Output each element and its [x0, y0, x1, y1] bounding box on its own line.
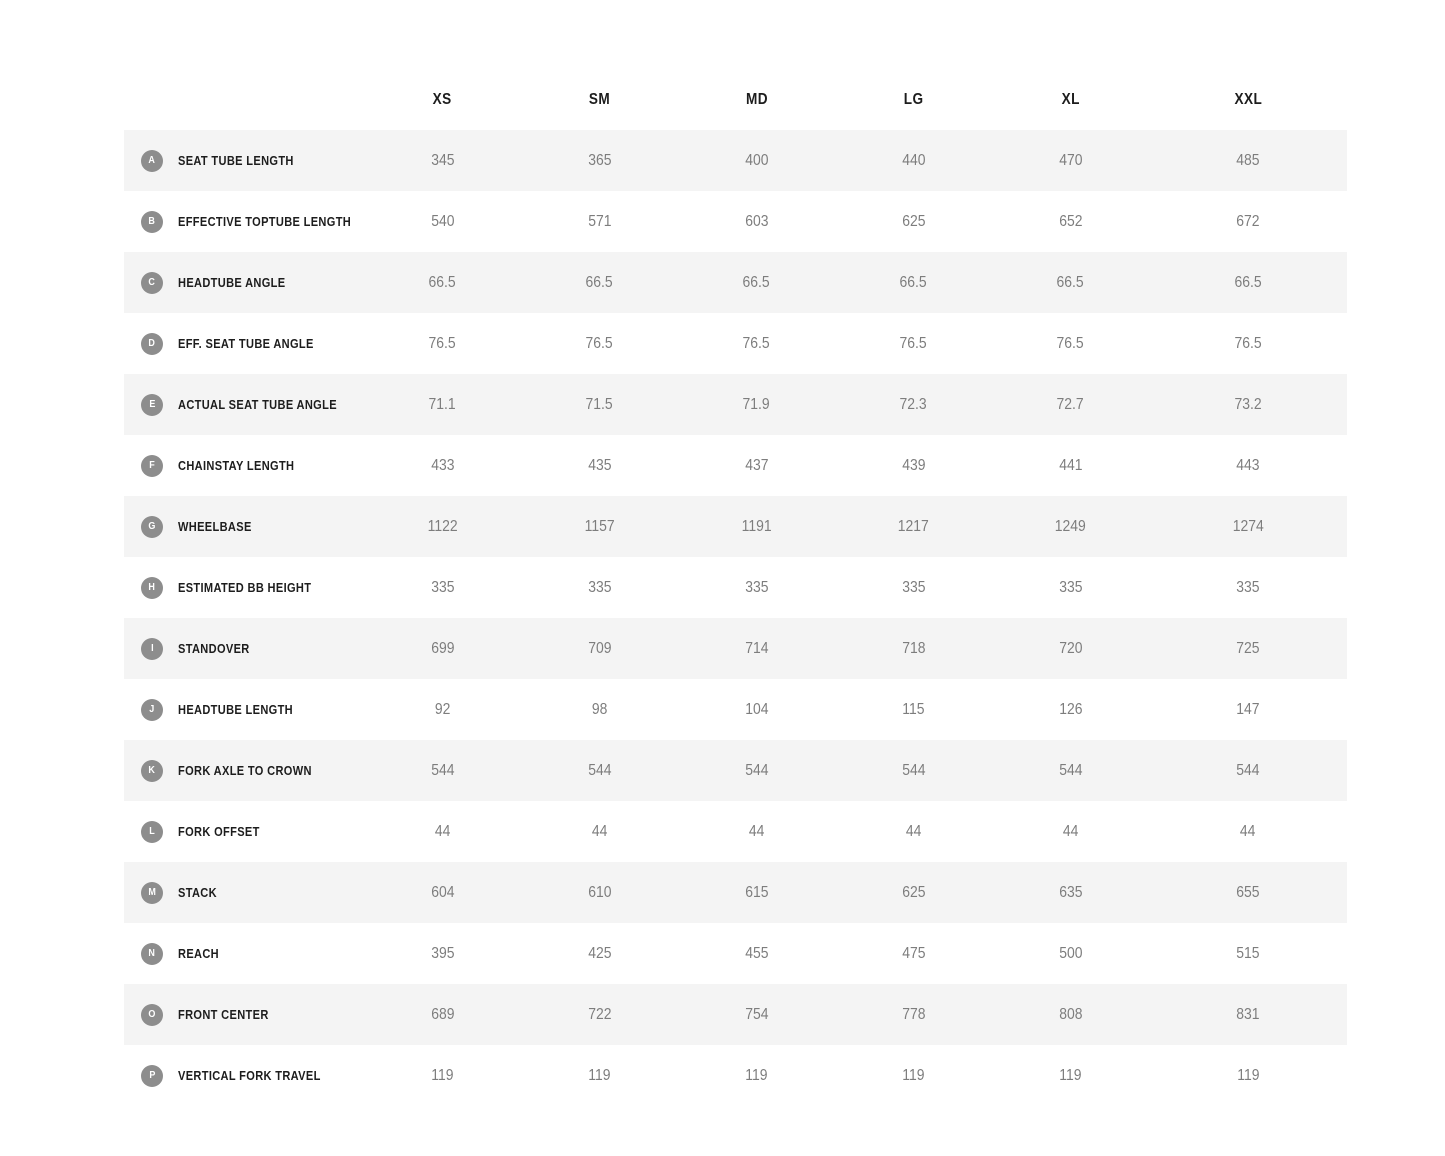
spec-value: 119 [745, 1066, 768, 1084]
spec-value: 540 [430, 212, 455, 230]
row-letter: H [148, 582, 156, 593]
spec-value: 433 [430, 456, 455, 474]
spec-value: 725 [1236, 639, 1260, 657]
spec-value-cell [992, 152, 1149, 170]
spec-value-cell [364, 640, 521, 658]
spec-value-cell [835, 396, 992, 414]
size-column-header-lg [835, 91, 992, 109]
spec-value-cell [678, 823, 835, 841]
spec-row [124, 496, 1347, 557]
spec-value-cell [678, 213, 835, 231]
spec-value-cell [521, 457, 678, 475]
spec-value-cell [364, 396, 521, 414]
spec-value: 655 [1236, 883, 1260, 901]
spec-value-cell [521, 213, 678, 231]
spec-value-cell [678, 457, 835, 475]
row-letter-badge [141, 1004, 163, 1026]
size-column-header-xs [364, 91, 521, 109]
spec-value: 455 [744, 944, 769, 962]
size-label: XS [433, 91, 452, 108]
spec-value-cell [521, 1067, 678, 1085]
spec-value-cell [1149, 396, 1347, 414]
spec-value-cell [1149, 762, 1347, 780]
spec-value-cell [1149, 457, 1347, 475]
spec-value-cell [521, 274, 678, 292]
row-letter: B [148, 216, 156, 227]
spec-value-cell [521, 884, 678, 902]
row-letter-badge [141, 333, 163, 355]
spec-label-cell [124, 516, 364, 538]
spec-value: 72.7 [1056, 395, 1085, 413]
spec-label-cell [124, 882, 364, 904]
row-letter-badge [141, 882, 163, 904]
spec-value-cell [835, 823, 992, 841]
spec-value: 831 [1236, 1005, 1260, 1023]
spec-label-cell [124, 760, 364, 782]
row-letter: G [148, 521, 156, 532]
spec-value-cell [521, 579, 678, 597]
row-letter: C [148, 277, 156, 288]
spec-value-cell [835, 762, 992, 780]
spec-value: 76.5 [1056, 334, 1085, 352]
spec-value: 672 [1236, 212, 1260, 230]
row-letter-badge [141, 943, 163, 965]
spec-value: 571 [587, 212, 612, 230]
row-letter-badge [141, 394, 163, 416]
spec-value-cell [992, 701, 1149, 719]
spec-value: 335 [744, 578, 769, 596]
spec-value-cell [1149, 945, 1347, 963]
spec-row [124, 374, 1347, 435]
row-letter-badge [141, 638, 163, 660]
spec-value: 515 [1236, 944, 1260, 962]
spec-value: 689 [430, 1005, 455, 1023]
spec-value: 699 [430, 639, 455, 657]
spec-label-cell [124, 272, 364, 294]
row-letter: O [148, 1009, 156, 1020]
spec-value-cell [1149, 823, 1347, 841]
spec-value: 44 [748, 822, 765, 840]
spec-row [124, 862, 1347, 923]
spec-value: 604 [430, 883, 455, 901]
spec-label: EFF. SEAT TUBE ANGLE [178, 336, 314, 351]
spec-value: 1249 [1054, 517, 1087, 535]
spec-value-cell [521, 945, 678, 963]
row-letter: K [148, 765, 156, 776]
spec-row [124, 557, 1347, 618]
spec-label-cell [124, 638, 364, 660]
row-letter: N [148, 948, 156, 959]
spec-label: FORK OFFSET [178, 824, 260, 839]
spec-value: 147 [1236, 700, 1260, 718]
spec-value: 485 [1236, 151, 1260, 169]
spec-value: 1157 [584, 517, 615, 535]
spec-value-cell [992, 396, 1149, 414]
spec-value: 544 [430, 761, 455, 779]
row-letter-badge [141, 577, 163, 599]
spec-label-cell [124, 211, 364, 233]
spec-value: 544 [901, 761, 926, 779]
spec-value: 400 [744, 151, 769, 169]
spec-value-cell [678, 884, 835, 902]
spec-value-cell [1149, 274, 1347, 292]
spec-value-cell [835, 152, 992, 170]
size-column-header-xxl [1149, 91, 1347, 109]
spec-value-cell [992, 579, 1149, 597]
spec-label-cell [124, 455, 364, 477]
spec-value: 76.5 [1234, 334, 1262, 352]
spec-value: 76.5 [428, 334, 457, 352]
spec-value-cell [364, 152, 521, 170]
row-letter-badge [141, 821, 163, 843]
spec-value: 66.5 [742, 273, 771, 291]
spec-row [124, 984, 1347, 1045]
spec-value-cell [992, 1006, 1149, 1024]
spec-value-cell [835, 1067, 992, 1085]
spec-value: 435 [587, 456, 612, 474]
spec-value: 365 [587, 151, 612, 169]
spec-value-cell [835, 213, 992, 231]
row-letter-badge [141, 455, 163, 477]
spec-value-cell [1149, 335, 1347, 353]
spec-value: 625 [901, 883, 926, 901]
spec-value-cell [992, 945, 1149, 963]
spec-value-cell [678, 701, 835, 719]
spec-value-cell [1149, 701, 1347, 719]
row-letter: L [149, 826, 155, 837]
spec-label-cell [124, 821, 364, 843]
spec-value-cell [835, 640, 992, 658]
spec-value: 71.5 [585, 395, 614, 413]
spec-label: VERTICAL FORK TRAVEL [178, 1068, 321, 1083]
row-letter: A [148, 155, 156, 166]
spec-value-cell [835, 701, 992, 719]
spec-value: 500 [1058, 944, 1083, 962]
spec-value: 603 [744, 212, 769, 230]
spec-value: 66.5 [585, 273, 614, 291]
spec-value: 44 [434, 822, 451, 840]
size-label: SM [588, 91, 611, 108]
spec-row [124, 618, 1347, 679]
size-column-header-xl [992, 91, 1149, 109]
spec-value: 115 [902, 700, 925, 718]
geometry-table-body [124, 130, 1347, 1106]
spec-value: 76.5 [742, 334, 771, 352]
spec-value-cell [521, 152, 678, 170]
spec-value-cell [678, 518, 835, 536]
spec-value-cell [835, 1006, 992, 1024]
spec-value-cell [992, 762, 1149, 780]
spec-row [124, 252, 1347, 313]
spec-value-cell [364, 945, 521, 963]
spec-value-cell [992, 1067, 1149, 1085]
spec-value-cell [521, 518, 678, 536]
spec-value: 1274 [1232, 517, 1264, 535]
spec-value: 544 [744, 761, 769, 779]
spec-row [124, 435, 1347, 496]
spec-label-cell [124, 150, 364, 172]
spec-value-cell [992, 213, 1149, 231]
geometry-table [124, 70, 1347, 1106]
spec-value: 437 [744, 456, 769, 474]
spec-value: 441 [1058, 456, 1083, 474]
spec-value: 652 [1058, 212, 1083, 230]
spec-value-cell [835, 884, 992, 902]
spec-value-cell [992, 457, 1149, 475]
spec-value-cell [678, 335, 835, 353]
row-letter-badge [141, 516, 163, 538]
spec-value-cell [521, 396, 678, 414]
row-letter: I [150, 643, 154, 654]
spec-value: 119 [431, 1066, 454, 1084]
row-letter-badge [141, 211, 163, 233]
spec-value: 76.5 [899, 334, 928, 352]
spec-value: 475 [901, 944, 926, 962]
spec-value-cell [678, 396, 835, 414]
spec-value-cell [1149, 1006, 1347, 1024]
spec-value: 335 [430, 578, 455, 596]
spec-value-cell [1149, 152, 1347, 170]
spec-value-cell [992, 335, 1149, 353]
spec-row [124, 679, 1347, 740]
spec-value-cell [364, 518, 521, 536]
spec-value-cell [835, 518, 992, 536]
spec-value: 615 [744, 883, 769, 901]
spec-value-cell [364, 213, 521, 231]
spec-value: 119 [902, 1066, 925, 1084]
spec-value: 808 [1058, 1005, 1083, 1023]
spec-value: 66.5 [428, 273, 457, 291]
spec-value: 335 [587, 578, 612, 596]
spec-value: 66.5 [1234, 273, 1262, 291]
spec-value-cell [521, 762, 678, 780]
spec-label-cell [124, 394, 364, 416]
spec-value: 395 [430, 944, 455, 962]
spec-label-cell [124, 1004, 364, 1026]
spec-value-cell [1149, 518, 1347, 536]
spec-value: 119 [1059, 1066, 1082, 1084]
spec-value: 625 [901, 212, 926, 230]
spec-label: EFFECTIVE TOPTUBE LENGTH [178, 214, 352, 229]
spec-value: 44 [1062, 822, 1079, 840]
size-column-header-sm [521, 91, 678, 109]
spec-value: 544 [587, 761, 612, 779]
spec-value: 714 [744, 639, 769, 657]
size-label: LG [903, 91, 924, 108]
spec-value-cell [364, 274, 521, 292]
spec-value-cell [678, 945, 835, 963]
spec-value-cell [1149, 213, 1347, 231]
spec-value-cell [678, 762, 835, 780]
spec-value-cell [1149, 640, 1347, 658]
spec-value-cell [678, 152, 835, 170]
spec-value: 470 [1058, 151, 1083, 169]
spec-label-cell [124, 333, 364, 355]
spec-value: 98 [591, 700, 608, 718]
spec-value: 335 [1058, 578, 1083, 596]
spec-value: 778 [901, 1005, 926, 1023]
spec-label: CHAINSTAY LENGTH [178, 458, 295, 473]
spec-value-cell [992, 640, 1149, 658]
spec-row [124, 801, 1347, 862]
spec-value: 92 [434, 700, 451, 718]
spec-value-cell [521, 335, 678, 353]
spec-value-cell [835, 457, 992, 475]
spec-value: 119 [588, 1066, 611, 1084]
spec-value: 709 [587, 639, 612, 657]
row-letter-badge [141, 150, 163, 172]
row-letter: D [148, 338, 156, 349]
spec-label-cell [124, 1065, 364, 1087]
size-label: XXL [1234, 91, 1262, 108]
spec-label: FORK AXLE TO CROWN [178, 763, 312, 778]
spec-value: 439 [901, 456, 926, 474]
size-label: MD [745, 91, 768, 108]
row-letter: M [148, 887, 156, 898]
row-letter-badge [141, 1065, 163, 1087]
spec-value-cell [835, 335, 992, 353]
spec-row [124, 191, 1347, 252]
spec-value: 72.3 [899, 395, 928, 413]
spec-value: 440 [901, 151, 926, 169]
row-letter-badge [141, 272, 163, 294]
spec-value-cell [1149, 1067, 1347, 1085]
spec-value: 635 [1058, 883, 1083, 901]
size-header-row [124, 70, 1347, 130]
row-letter-badge [141, 699, 163, 721]
spec-value-cell [521, 640, 678, 658]
spec-value-cell [364, 457, 521, 475]
size-label: XL [1061, 91, 1080, 108]
spec-value: 610 [587, 883, 612, 901]
spec-value-cell [992, 518, 1149, 536]
spec-value-cell [521, 823, 678, 841]
spec-value-cell [364, 701, 521, 719]
spec-row [124, 313, 1347, 374]
row-letter-badge [141, 760, 163, 782]
spec-row [124, 740, 1347, 801]
spec-value: 66.5 [899, 273, 928, 291]
spec-value: 71.1 [428, 395, 457, 413]
spec-value: 335 [901, 578, 926, 596]
spec-value-cell [835, 579, 992, 597]
spec-label-cell [124, 577, 364, 599]
spec-label-cell [124, 699, 364, 721]
spec-value: 1122 [427, 517, 458, 535]
spec-value: 335 [1236, 578, 1260, 596]
spec-label: REACH [178, 946, 219, 961]
spec-value: 720 [1058, 639, 1083, 657]
spec-value: 73.2 [1234, 395, 1262, 413]
spec-value-cell [835, 274, 992, 292]
spec-value: 119 [1236, 1066, 1260, 1084]
row-letter: E [148, 399, 155, 410]
spec-value: 44 [591, 822, 608, 840]
spec-label: HEADTUBE LENGTH [178, 702, 293, 717]
spec-value-cell [521, 1006, 678, 1024]
spec-label: STANDOVER [178, 641, 250, 656]
spec-value-cell [678, 274, 835, 292]
spec-row [124, 1045, 1347, 1106]
spec-value-cell [992, 823, 1149, 841]
spec-value-cell [678, 1067, 835, 1085]
spec-value-cell [1149, 884, 1347, 902]
spec-label: WHEELBASE [178, 519, 252, 534]
spec-value: 44 [905, 822, 922, 840]
spec-value: 443 [1236, 456, 1260, 474]
spec-value: 1217 [897, 517, 930, 535]
spec-label: ACTUAL SEAT TUBE ANGLE [178, 397, 337, 412]
spec-value: 722 [587, 1005, 612, 1023]
spec-value-cell [678, 1006, 835, 1024]
spec-label-cell [124, 943, 364, 965]
spec-label: STACK [178, 885, 217, 900]
spec-value: 104 [744, 700, 769, 718]
row-letter: P [148, 1070, 155, 1081]
row-letter: J [149, 704, 155, 715]
spec-value: 544 [1236, 761, 1260, 779]
spec-value: 66.5 [1056, 273, 1085, 291]
spec-row [124, 130, 1347, 191]
spec-value: 425 [587, 944, 612, 962]
spec-value: 76.5 [585, 334, 614, 352]
spec-value-cell [364, 762, 521, 780]
spec-row [124, 923, 1347, 984]
spec-value: 1191 [741, 517, 772, 535]
spec-value-cell [364, 1067, 521, 1085]
size-column-header-md [678, 91, 835, 109]
spec-value: 44 [1240, 822, 1256, 840]
row-letter: F [149, 460, 155, 471]
spec-value-cell [678, 640, 835, 658]
spec-value: 71.9 [742, 395, 771, 413]
spec-value-cell [364, 579, 521, 597]
spec-value-cell [1149, 579, 1347, 597]
spec-value-cell [992, 884, 1149, 902]
spec-label: FRONT CENTER [178, 1007, 269, 1022]
spec-value-cell [835, 945, 992, 963]
spec-value-cell [992, 274, 1149, 292]
spec-value: 718 [901, 639, 926, 657]
spec-value-cell [364, 823, 521, 841]
spec-value-cell [678, 579, 835, 597]
spec-value-cell [364, 884, 521, 902]
spec-value: 544 [1058, 761, 1083, 779]
spec-label: ESTIMATED BB HEIGHT [178, 580, 312, 595]
spec-value: 126 [1058, 700, 1083, 718]
spec-value-cell [364, 1006, 521, 1024]
spec-value-cell [364, 335, 521, 353]
spec-label: SEAT TUBE LENGTH [178, 153, 294, 168]
spec-value-cell [521, 701, 678, 719]
spec-value: 754 [744, 1005, 769, 1023]
spec-label: HEADTUBE ANGLE [178, 275, 286, 290]
spec-value: 345 [430, 151, 455, 169]
